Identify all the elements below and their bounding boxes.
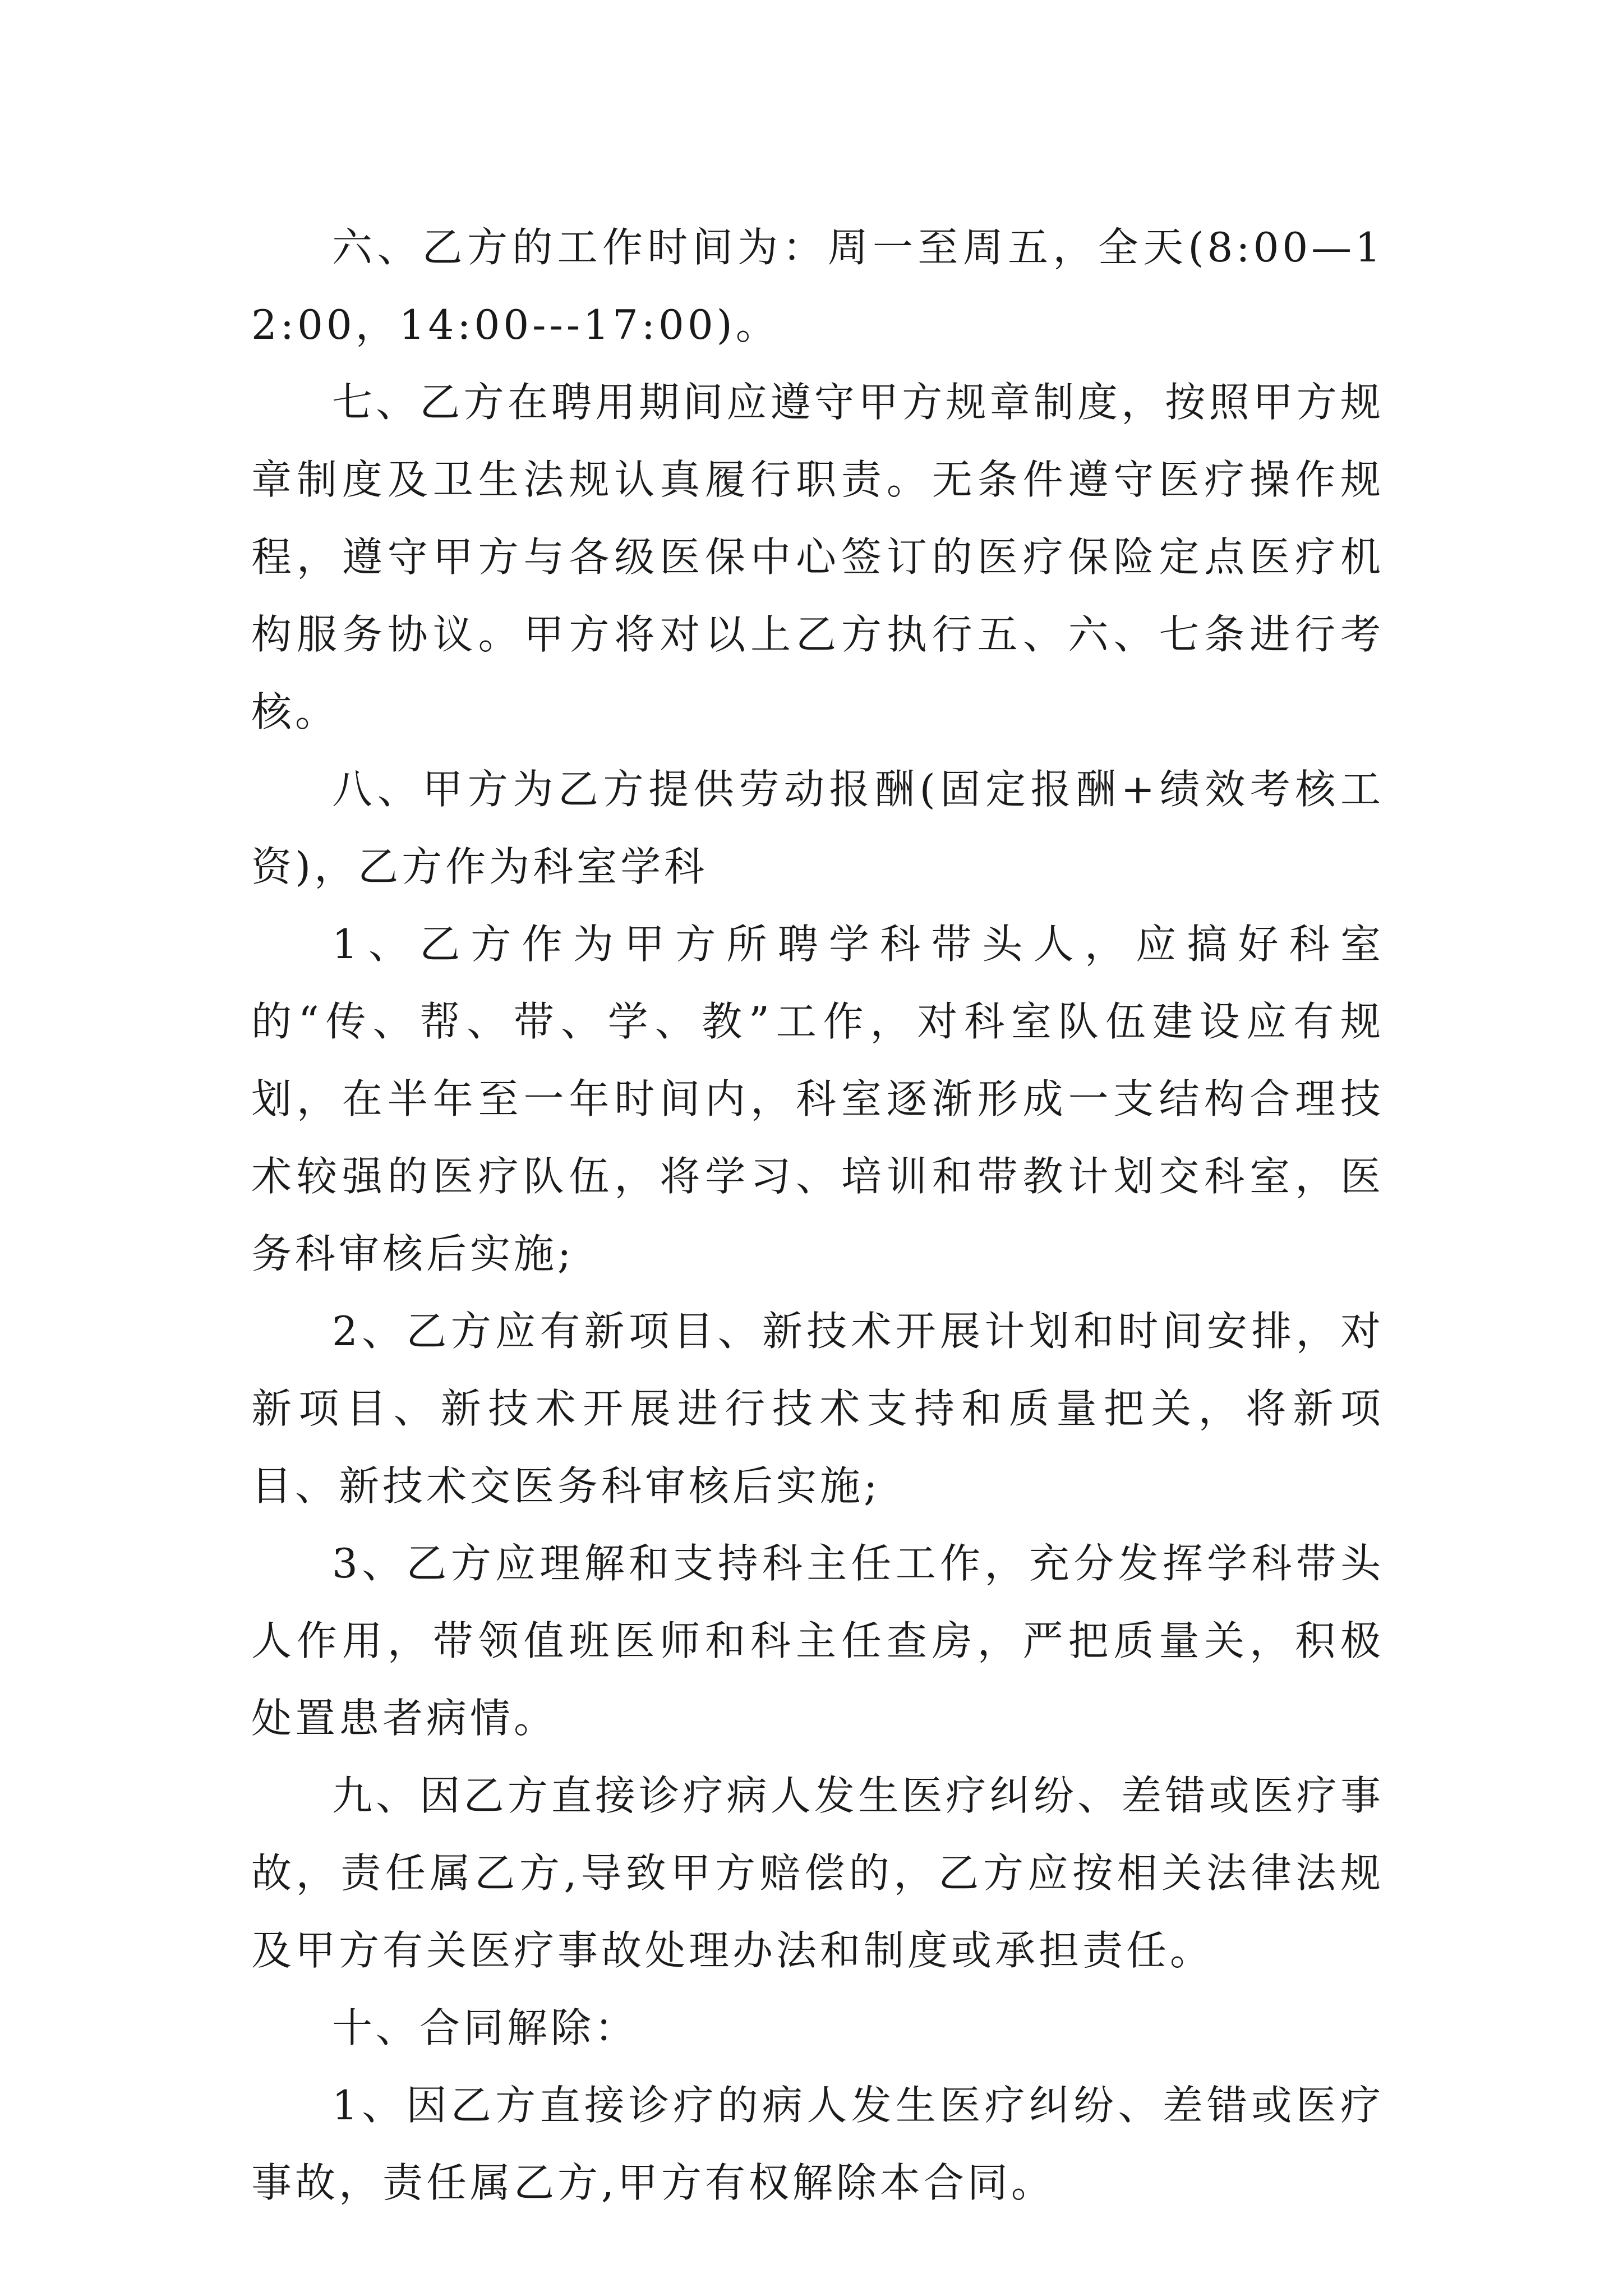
clause-7-rules-compliance: 七、乙方在聘用期间应遵守甲方规章制度，按照甲方规章制度及卫生法规认真履行职责。无条件遵守医疗操作规程，遵守甲方与各级医保中心签订的医疗保险定点医疗机构服务协议。甲方将对以上乙方执行五、六、七条进行考核。	[251, 379, 1384, 735]
clause-8-remuneration: 八、甲方为乙方提供劳动报酬(固定报酬+绩效考核工资)，乙方作为科室学科	[251, 766, 1384, 890]
clause-8-item-1: 1、乙方作为甲方所聘学科带头人，应搞好科室的“传、帮、带、学、教”工作，对科室队伍建设应有规划，在半年至一年时间内，科室逐渐形成一支结构合理技术较强的医疗队伍，将学习、培训和带教计划交科室，医务科审核后实施;	[251, 921, 1384, 1277]
clause-8-item-3: 3、乙方应理解和支持科主任工作，充分发挥学科带头人作用，带领值班医师和科主任查房，严把质量关，积极处置患者病情。	[251, 1540, 1384, 1742]
clause-10-termination-heading: 十、合同解除：	[332, 2004, 639, 2051]
clause-9-liability: 九、因乙方直接诊疗病人发生医疗纠纷、差错或医疗事故，责任属乙方,导致甲方赔偿的，乙方应按相关法律法规及甲方有关医疗事故处理办法和制度或承担责任。	[251, 1772, 1384, 1974]
clause-6-working-hours: 六、乙方的工作时间为：周一至周五，全天(8:00—12:00，14:00---17:00)。	[251, 224, 1384, 348]
document-body	[251, 209, 1384, 2221]
clause-8-item-2: 2、乙方应有新项目、新技术开展计划和时间安排，对新项目、新技术开展进行技术支持和质量把关，将新项目、新技术交医务科审核后实施;	[251, 1308, 1384, 1510]
clause-10-item-1: 1、因乙方直接诊疗的病人发生医疗纠纷、差错或医疗事故，责任属乙方,甲方有权解除本合同。	[251, 2082, 1384, 2206]
